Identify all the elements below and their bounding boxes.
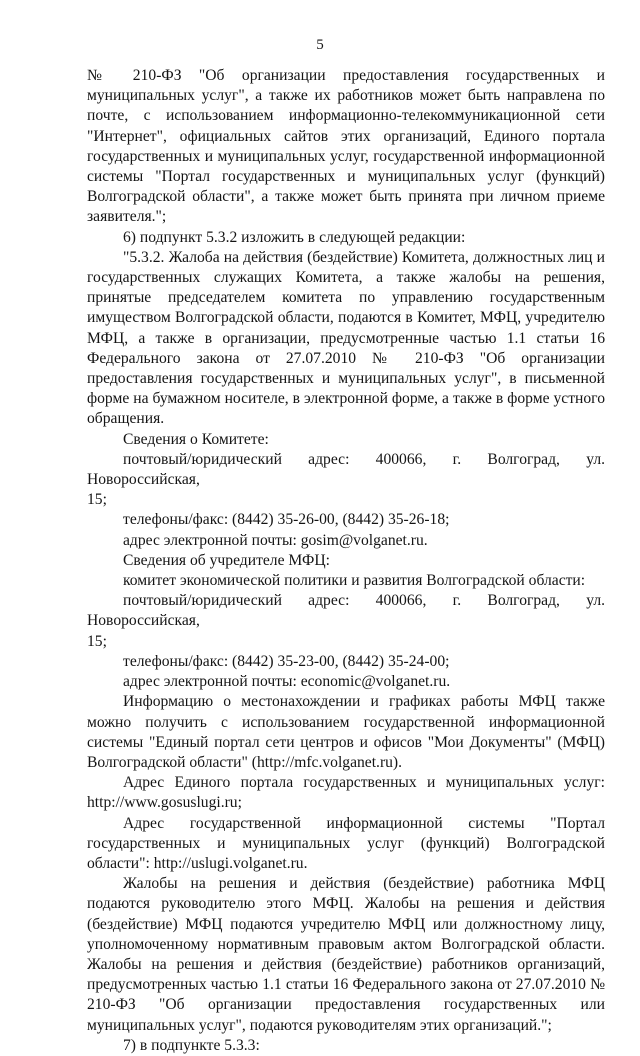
document-body	[87, 66, 605, 1056]
paragraph-subitem-7: 7) в подпункте 5.3.3:	[123, 1036, 260, 1054]
paragraph-founder-email: адрес электронной почты: economic@volganet.ru.	[123, 673, 451, 691]
paragraph-committee-email: адрес электронной почты: gosim@volganet.ru.	[123, 531, 428, 549]
paragraph-complaints: Жалобы на решения и действия (бездействие) работника МФЦ подаются руководителю этого МФЦ. Жалобы на решения и действия (бездействие) МФЦ подаются учредителю МФЦ или должностному лицу, уполномоченному нормативным правовым актом Волгоградской области. Жалобы на решения и действия (бездействие) работников организаций, предусмотренных частью 1.1 статьи 16 Федерального закона от 27.07.2010 № 210-ФЗ "Об организации предоставления государственных или муниципальных услуг", подаются руководителям этих организаций.";	[87, 875, 605, 1034]
paragraph-regional-portal-address: Адрес государственной информационной системы "Портал государственных и муниципальных услуг (функций) Волгоградской области": http://uslugi.volganet.ru.	[87, 814, 605, 872]
paragraph-committee-address: почтовый/юридический адрес: 400066, г. Волгоград, ул. Новороссийская,	[87, 450, 605, 489]
paragraph-subitem-6: 6) подпункт 5.3.2 изложить в следующей редакции:	[123, 228, 466, 246]
paragraph-5-3-2: "5.3.2. Жалоба на действия (бездействие) Комитета, должностных лиц и государственных служащих Комитета, а также жалобы на решения, принятые председателем комитета по управлению государственным имуществом Волгоградской области, подаются в Комитет, МФЦ, учредителю МФЦ, а также в организации, предусмотренные частью 1.1 статьи 16 Федерального закона от 27.07.2010 № 210-ФЗ "Об организации предоставления государственных и муниципальных услуг", в письменной форме на бумажном носителе, в электронной форме, а также в форме устного обращения.	[87, 248, 605, 428]
paragraph-economic-committee: комитет экономической политики и развития Волгоградской области:	[123, 572, 586, 590]
paragraph-mfc-info: Информацию о местонахождении и графиках работы МФЦ также можно получить с использованием государственной информационной системы "Единый портал сети центров и офисов "Мои Документы" (МФЦ) Волгоградской области" (http://mfc.volganet.ru).	[87, 693, 605, 771]
paragraph-founder-address: почтовый/юридический адрес: 400066, г. Волгоград, ул. Новороссийская,	[87, 592, 605, 630]
paragraph-committee-phones: телефоны/факс: (8442) 35-26-00, (8442) 35-26-18;	[123, 511, 450, 529]
paragraph-founder-address-number: 15;	[87, 632, 107, 650]
paragraph-committee-heading: Сведения о Комитете:	[123, 430, 269, 448]
paragraph-mfc-founder-heading: Сведения об учредителе МФЦ:	[123, 551, 330, 569]
paragraph-continuation: № 210-ФЗ "Об организации предоставления государственных и муниципальных услуг", а также их работников может быть направлена по почте, с использованием информационно-телекоммуникационной сети "Интернет", официальных сайтов этих организаций, Единого портала государственных и муниципальных услуг, государственной информационной системы "Портал государственных и муниципальных услуг (функций) Волгоградской области", а также может быть принята при личном приеме заявителя.";	[87, 67, 605, 226]
paragraph-founder-phones: телефоны/факс: (8442) 35-23-00, (8442) 35-24-00;	[123, 652, 450, 670]
page-number: 5	[316, 37, 324, 53]
paragraph-gosuslugi-address: Адрес Единого портала государственных и муниципальных услуг: http://www.gosuslugi.ru;	[87, 774, 605, 812]
paragraph-committee-address-number: 15;	[87, 491, 107, 509]
